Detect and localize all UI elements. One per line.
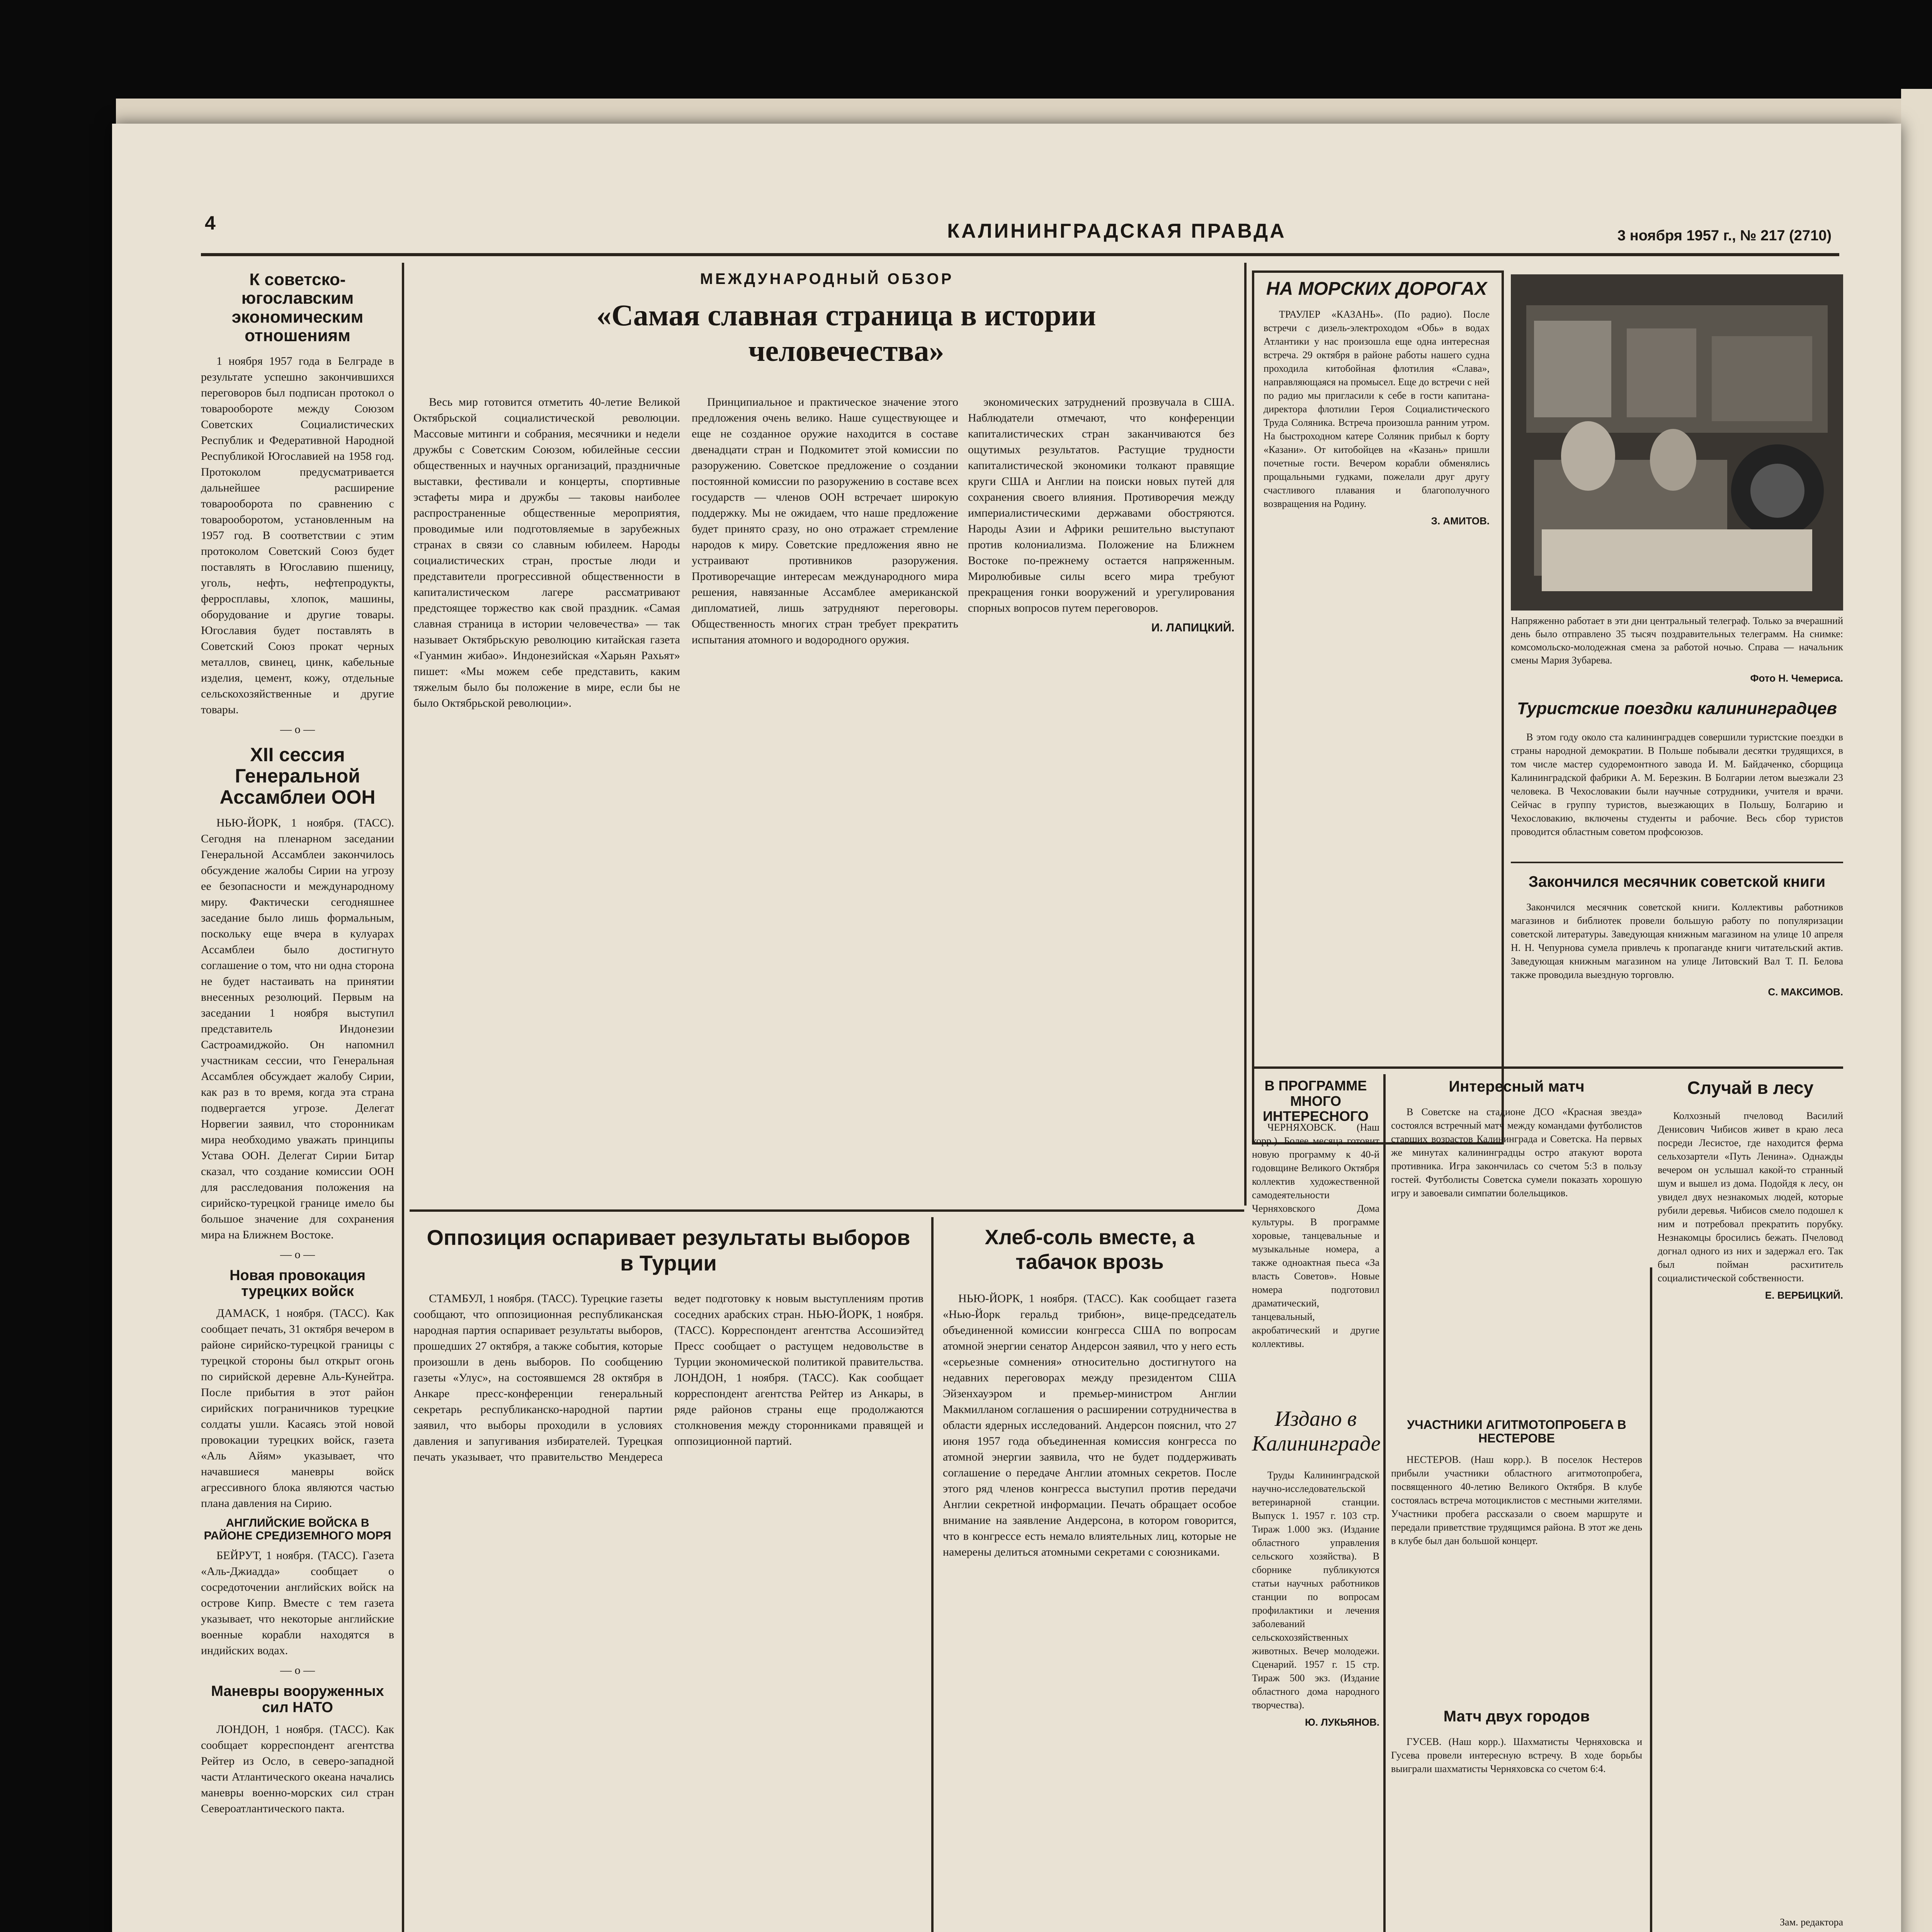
tourist-title: Туристские поездки калининградцев <box>1517 699 1837 718</box>
tourist-text: В этом году около ста калининградцев совершили туристские поездки в страны народной демократии. В Польше побывали десятки трудящихся, в том числе мастер судоремонтного завода И. М. Байдаченко, сборщица Калининградской фабрики А. М. Березкин. В Болгарии летом выезжали 23 человека. В Чехословакии были научные сотрудники, учителя и врачи. Сейчас в группу туристов, выезжающих в Польшу, Болгарию и Чехословакию, включены студенты и рабочие. Весь сбор туристов проводится областным советом профсоюзов. <box>1511 731 1843 837</box>
izdano-text-box <box>1252 1468 1379 1729</box>
sea-title: НА МОРСКИХ ДОРОГАХ <box>1266 279 1487 299</box>
header-rule <box>201 253 1839 256</box>
program-title: В ПРОГРАММЕ МНОГО ИНТЕРЕСНОГО <box>1263 1078 1369 1124</box>
article-text: БЕЙРУТ, 1 ноября. (ТАСС). Газета «Аль-Джиадда» сообщает о сосредоточении английских войск на острове Кипр. Вместе с тем газета указывает, что некоторые английские военные корабли находятся в индийских водах. <box>201 1549 394 1657</box>
tourist-text-box <box>1511 730 1843 842</box>
salt-text: НЬЮ-ЙОРК, 1 ноября. (ТАСС). Как сообщает газета «Нью-Йорк геральд трибюн», вице-председатель объединенной комиссии конгресса США по вопросам атомной энергии сенатор Андерсон заявил, что у него есть «серьезные сомнения» относительно достигнутого на недавних переговорах между президентом США Эйзенхауэром и премьер-министром Англии Макмилланом соглашения о расширении сотрудничества в области ядерных исследований. Андерсон пояснил, что 27 июня 1957 года объединенная комиссия конгресса по атомной энергии заявила, что не будет поддерживать соглашение о передаче Англии атомных секретов. После этого ряд членов конгресса выступил против передачи Англии секретной информации. Печать обращает особое внимание на заявление Андерсона, в котором говорится, что в конгрессе есть немало влиятельных лиц, которые не намерены делиться атомными секретами с союзниками. <box>943 1292 1236 1558</box>
photo-caption: Напряженно работает в эти дни центральный телеграф. Только за вчерашний день было отправлено 35 тысяч поздравительных телеграмм. На снимке: комсомольско-молодежная смена за работой ночью. Справа — начальник смены Мария Зубарева. <box>1511 615 1843 666</box>
book-title: Закончился месячник советской книги <box>1528 873 1826 890</box>
section-rule <box>410 1209 1244 1212</box>
book-text: Закончился месячник советской книги. Коллективы работников магазинов и библиотек провели большую работу по популяризации советской литературы. Заведующая книжным магазином на улице 10 апреля Н. Н. Чепурнова сумела привлечь к пропаганде книги читательский актив. Заведующая книжным магазином на улице Литовский Вал Т. П. Белова также проводила выездную торговлю. <box>1511 901 1843 980</box>
forest-title: Случай в лесу <box>1687 1078 1814 1098</box>
newspaper-page <box>112 124 1901 1932</box>
article-title: Маневры вооруженных сил НАТО <box>211 1683 384 1716</box>
izdano-title: Издано в Калининграде <box>1252 1407 1381 1456</box>
review-text: Весь мир готовится отметить 40-летие Великой Октябрьской социалистической революции. Массовые митинги и собрания, месячники и недели дружбы с Советским Союзом, юбилейные сессии общественных и научных организаций, праздничные выставки, фестивали и концерты, спортивные эстафеты мира и дружбы — таковы наиболее распространенные общественные мероприятия, проводимые или подготовляемые в зарубежных странах в связи со славным юбилеем. Народы социалистических стран, простые люди и представители прогрессивной общественности в капиталистическом лагере рассматривают предстоящее торжество как свой праздник. «Самая славная страница в истории человечества» — так называет Октябрьскую революцию китайская газета «Гуанмин жибао». Индонезийская «Харьян Рахьят» пишет: «Мы можем себе представить, каким тяжелым было бы положение в мире, если бы не было Октябрьской революции». <box>413 396 680 709</box>
review-text: Принципиальное и практическое значение этого предложения очень велико. Наше существующее и еще не созданное оружие находится в составе двенадцати стран и Подкомитет этой комиссии по разоружению. Советское предложение о создании постоянной комиссии по разоружению в составе всех государств — членов ООН встречает широкую поддержку. Мы не ожидаем, что наше предложение будет принято сразу, но оно отражает стремление народов к миру. Советские предложения явно не устраивают противников разоружения. Противоречащие интересам международного мира решения, навязанные Ассамблее американской дипломатией, лишь затрудняют переговоры. Общественность многих стран требует прекратить испытания атомного и водородного оружия. <box>692 396 958 646</box>
program-text-box <box>1252 1121 1379 1354</box>
article-title: XII сессия Генеральной Ассамблеи ООН <box>219 743 376 808</box>
article-text: ЛОНДОН, 1 ноября. (ТАСС). Как сообщает корреспондент агентства Рейтер из Осло, в северо-западной части Атлантического океана начались маневры военно-морских сил стран Североатлантического пакта. <box>201 1723 394 1815</box>
review-col-2 <box>692 394 958 651</box>
agit-text: НЕСТЕРОВ. (Наш корр.). В поселок Нестеров прибыли участники областного агитмотопробега, посвященного 40-летию Великого Октября. В клубе состоялась встреча мотоциклистов с местными жителями. Участники пробега рассказали о своем маршруте и передали приветствие трудящимся района. В этот же день в клубе был дан большой концерт. <box>1391 1454 1642 1546</box>
section-rule <box>1511 862 1843 863</box>
review-author: И. ЛАПИЦКИЙ. <box>1151 621 1235 634</box>
program-text: ЧЕРНЯХОВСК. (Наш корр.). Более месяца готовит новую программу к 40-й годовщине Великого Октября коллектив художественной самодеятельности Черняховского Дома культуры. В программе хоровые, танцевальные и музыкальные номера, а также одноактная пьеса «За власть Советов». Новые номера подготовил драматический, танцевальный, акробатический и другие коллективы. <box>1252 1122 1379 1349</box>
separator: — о — <box>280 1664 315 1677</box>
photo-image <box>1511 274 1843 611</box>
masthead: КАЛИНИНГРАДСКАЯ ПРАВДА <box>947 220 1286 242</box>
separator: — о — <box>280 1248 315 1261</box>
match2-text-box <box>1391 1735 1642 1779</box>
review-col-3 <box>968 394 1235 636</box>
salt-title: Хлеб-соль вместе, а табачок врозь <box>985 1226 1195 1274</box>
match-text: В Советске на стадионе ДСО «Красная звезда» состоялся встречный матч между командами футболистов старших возрастов Калининграда и Советска. На первых же минутах калининградцы остро атакуют ворота противника. Игра закончилась со счетом 5:3 в пользу гостей. Футболисты Советска сумели показать хорошую игру и завоевали симпатии болельщиков. <box>1391 1106 1642 1199</box>
column-rule <box>402 263 404 1932</box>
section-rule <box>1252 1066 1843 1069</box>
telegraph-photo <box>1511 274 1843 611</box>
opposition-title: Оппозиция оспаривает результаты выборов в Турции <box>427 1225 910 1275</box>
photo-credit: Фото Н. Чемериса. <box>1750 672 1843 684</box>
forest-text-box <box>1658 1109 1843 1302</box>
salt-text-box <box>943 1291 1236 1564</box>
column-rule <box>1383 1074 1386 1932</box>
match-title: Интересный матч <box>1449 1078 1585 1095</box>
column-rule <box>1244 263 1247 1206</box>
page-number: 4 <box>205 212 216 234</box>
opposition-text-box <box>413 1291 923 1465</box>
adjacent-page-edge <box>1901 89 1932 1932</box>
editor-label: Зам. редактора <box>1780 1917 1843 1928</box>
forest-author: Е. ВЕРБИЦКИЙ. <box>1765 1289 1843 1301</box>
column-1 <box>201 270 394 1820</box>
match2-title: Матч двух городов <box>1443 1708 1590 1725</box>
sea-article <box>1264 278 1490 528</box>
review-title: «Самая славная страница в истории человечества» <box>596 298 1096 367</box>
izdano-text: Труды Калининградской научно-исследовательской ветеринарной станции. Выпуск 1. 1957 г. 103 стр. Тираж 1.000 экз. (Издание областного управления сельского хозяйства). В сборнике публикуются статьи научных работников станции по вопросам профилактики и лечения заболеваний сельскохозяйственных животных. Вечер молодежи. Сценарий. 1957 г. 15 стр. Тираж 500 экз. (Издание областного дома народного творчества). <box>1252 1469 1379 1711</box>
forest-text: Колхозный пчеловод Василий Денисович Чибисов живет в краю леса посреди Лесистое, где находится ферма сельхозартели «Путь Ленина». Однажды вечером он услышал какой-то странный шум и вышел из дома. Подойдя к лесу, он увидел двух незнакомых людей, которые рубили деревья. Чибисов смело подошел к ним и потребовал прекратить порубку. Незнакомцы бросились бежать. Пчеловод догнал одного из них и задержал его. Так был пойман расхититель социалистической собственности. <box>1658 1110 1843 1284</box>
issue-date: 3 ноября 1957 г., № 217 (2710) <box>1617 228 1832 244</box>
article-title: Новая провокация турецких войск <box>230 1267 366 1300</box>
match2-text: ГУСЕВ. (Наш корр.). Шахматисты Черняховска и Гусева провели интересную встречу. В ходе борьбы выиграли шахматисты Черняховска со счетом 6:4. <box>1391 1736 1642 1774</box>
izdano-author: Ю. ЛУКЬЯНОВ. <box>1305 1716 1379 1728</box>
match-text-box <box>1391 1105 1642 1204</box>
agit-title: УЧАСТНИКИ АГИТМОТОПРОБЕГА В НЕСТЕРОВЕ <box>1407 1418 1626 1446</box>
article-title: АНГЛИЙСКИЕ ВОЙСКА В РАЙОНЕ СРЕДИЗЕМНОГО МОРЯ <box>204 1517 391 1543</box>
book-author: С. МАКСИМОВ. <box>1768 986 1843 998</box>
sea-author: З. АМИТОВ. <box>1431 515 1490 527</box>
review-text: экономических затруднений прозвучала в США. Наблюдатели отмечают, что конференции капиталистических стран заканчиваются без ощутимых результатов. Растущие трудности капиталистической экономики толкают правящие круги США и Англии на поиски новых путей для сохранения своего влияния. Противоречия между империалистическими державами обостряются. Народы Азии и Африки решительно выступают против колониализма. Положение на Ближнем Востоке по-прежнему остается напряженным. Миролюбивые силы всего мира требуют прекращения гонки вооружений и урегулирования спорных вопросов путем переговоров. <box>968 396 1235 614</box>
article-text: 1 ноября 1957 года в Белграде в результате успешно закончившихся переговоров был подписан протокол о товарообороте между Союзом Советских Социалистических Республик и Федеративной Народной Республикой Югославией на 1958 год. Протоколом предусматривается дальнейшее расширение товарооборота по сравнению с товарооборотом, установленным на 1957 год. В соответствии с этим протоколом Советский Союз будет поставлять в Югославию пшеницу, уголь, нефть, нефтепродукты, ферросплавы, хлопок, машины, оборудование и другие товары. Югославия будет поставлять в Советский Союз прокат черных металлов, свинец, цинк, кабельные изделия, цемент, кожу, отдельные сельскохозяйственные и другие товары. <box>201 354 394 716</box>
separator: — о — <box>280 723 315 736</box>
column-rule <box>1650 1267 1652 1932</box>
article-text: НЬЮ-ЙОРК, 1 ноября. (ТАСС). Сегодня на пленарном заседании Генеральной Ассамблеи закончилось обсуждение жалобы Сирии на угрозу ее безопасности и международному миру. Фактически сегодняшнее заседание было лишь формальным, поскольку еще вчера в кулуарах Ассамблеи было достигнуто соглашение о том, что ни одна сторона не будет настаивать на принятии внесенных резолюций. Первым на заседании 1 ноября выступил представитель Индонезии Састроамиджойо. Он напомнил участникам сессии, что Генеральная Ассамблея обсуждает жалобу Сирии, как раз в то время, когда эта страна подвергается угрозе. Делегат Норвегии заявил, что сторонникам мира необходимо уважать принципы Устава ООН. Делегат Сирии Битар сказал, что создание комиссии ООН для расследования положения на сирийско-турецкой границе имело бы большое значение для сохранения мира на Ближнем Востоке. <box>201 816 394 1241</box>
review-kicker: МЕЖДУНАРОДНЫЙ ОБЗОР <box>700 270 954 287</box>
agit-text-box <box>1391 1453 1642 1551</box>
column-rule <box>931 1217 934 1932</box>
book-text-box <box>1511 900 1843 999</box>
article-title: К советско-югославским экономическим отношениям <box>231 270 364 345</box>
opposition-text: СТАМБУЛ, 1 ноября. (ТАСС). Турецкие газеты сообщают, что оппозиционная республиканская народная партия оспаривает результаты выборов, прошедших 27 октября, а также события, которые произошли в день выборов. По сообщению газеты «Улус», на состоявшемся 28 октября в Анкаре пресс-конференции генеральный секретарь республиканско-народной партии заявил, что выборы проходили в условиях давления и запугивания избирателей. Турецкая печать указывает, что правительство Мендереса ведет подготовку к новым выступлениям против соседних арабских стран. НЬЮ-ЙОРК, 1 ноября. (ТАСС). Корреспондент агентства Ассошиэйтед Пресс сообщает о растущем недовольстве в Турции экономической политикой правительства. ЛОНДОН, 1 ноября. (ТАСС). Как сообщает корреспондент агентства Рейтер из Анкары, в ряде районов страны еще продолжаются столкновения между сторонниками правящей и оппозиционной партий. <box>413 1292 923 1463</box>
article-text: ДАМАСК, 1 ноября. (ТАСС). Как сообщает печать, 31 октября вечером в районе сирийско-турецкой границы с турецкой стороны был открыт огонь по сирийской деревне Аль-Кунейтра. После прибытия в этот район сирийских пограничников турецкие солдаты ушли. Касаясь этой новой провокации турецких войск, газета «Аль Айям» указывает, что начавшиеся маневры войск агрессивного блока являются частью плана давления на Сирию. <box>201 1307 394 1510</box>
review-col-1 <box>413 394 680 715</box>
sea-text: ТРАУЛЕР «КАЗАНЬ». (По радио). После встречи с дизель-электроходом «Обь» в водах Атлантики у нас произошла еще одна интересная встреча. 29 октября в районе работы нашего судна проходила китобойная флотилия «Слава», направляющаяся на промысел. Еще до встречи с ней по радио мы пригласили к себе в гости капитана-директора флотилии Героя Социалистического Труда Соляника. Встреча произошла ранним утром. На быстроходном катере Соляник прибыл к борту «Казани». От китобойцев на «Казань» пришли почетные гости. Вечером корабли обменялись прощальными гудками, пожелали друг другу счастливого плавания и благополучного возвращения на Родину. <box>1264 309 1490 509</box>
